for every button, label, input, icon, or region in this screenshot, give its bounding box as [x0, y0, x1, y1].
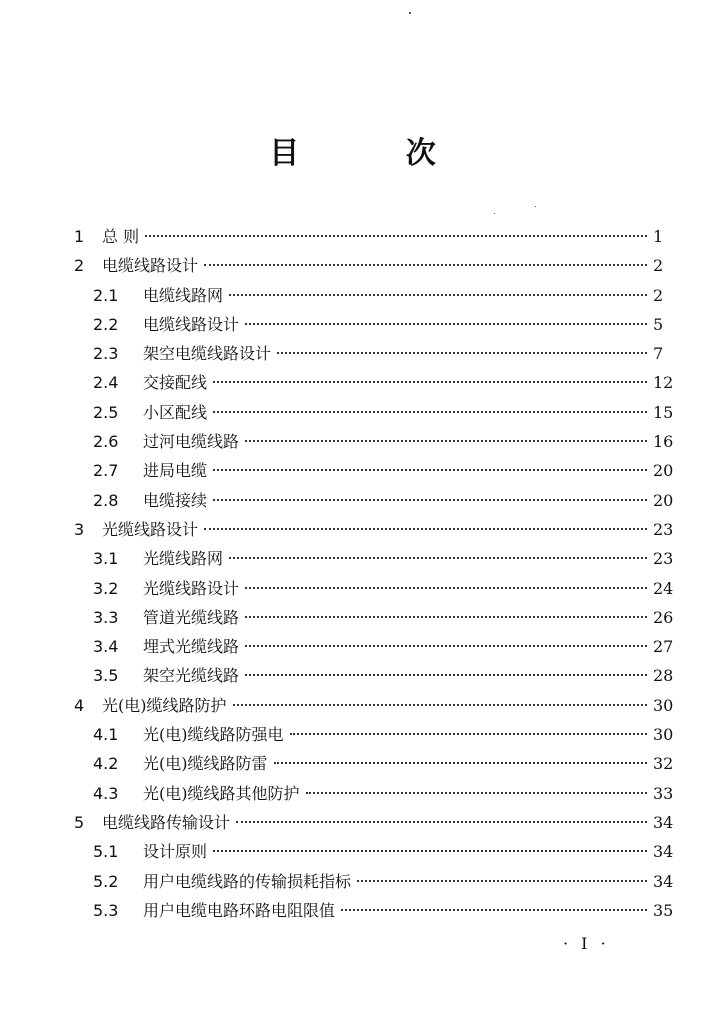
- toc-entry-page: 35: [653, 900, 674, 920]
- toc-entry-title: 交接配线: [143, 373, 208, 393]
- page-number-footer: · I ·: [563, 934, 610, 953]
- table-of-contents: [0, 222, 705, 925]
- toc-entry-number: 2.2: [93, 314, 119, 334]
- toc-entry-page: 2: [653, 285, 664, 305]
- toc-entry-page: 23: [653, 549, 674, 569]
- toc-entry-title: 光缆线路设计: [143, 578, 240, 598]
- toc-entry-title: 进局电缆: [143, 461, 208, 481]
- dot-leader: [245, 587, 647, 589]
- toc-entry-title: 光缆线路设计: [102, 519, 199, 539]
- dot-leader: [357, 880, 647, 882]
- toc-entry-number: 2.8: [93, 490, 119, 510]
- toc-entry: [0, 896, 705, 925]
- toc-entry-number: 5.1: [93, 842, 119, 862]
- toc-entry: [0, 632, 705, 661]
- toc-entry-number: 3.1: [93, 549, 119, 569]
- toc-entry: [0, 339, 705, 368]
- toc-entry-page: 1: [653, 227, 664, 246]
- toc-entry: [0, 368, 705, 397]
- toc-entry: [0, 661, 705, 690]
- toc-entry: [0, 398, 705, 427]
- toc-entry-page: 34: [653, 871, 674, 891]
- dot-leader: [245, 440, 647, 442]
- toc-entry: [0, 691, 705, 720]
- toc-entry-title: 光(电)缆线路防护: [102, 695, 227, 715]
- scan-speck: [535, 206, 536, 207]
- toc-entry-number: 2.7: [93, 461, 119, 481]
- toc-entry-title: 电缆线路设计: [143, 314, 240, 334]
- toc-entry-number: 2: [74, 256, 85, 276]
- toc-entry-number: 2.6: [93, 432, 119, 452]
- dot-leader: [245, 616, 647, 618]
- toc-entry-number: 3: [74, 519, 85, 539]
- toc-entry: [0, 515, 705, 544]
- toc-entry-title: 架空电缆线路设计: [143, 344, 272, 364]
- dot-leader: [204, 264, 647, 266]
- toc-entry: [0, 281, 705, 310]
- toc-entry-title: 光(电)缆线路防雷: [143, 754, 268, 774]
- toc-entry-page: 5: [653, 314, 664, 334]
- toc-entry-number: 5.3: [93, 900, 119, 920]
- toc-entry-title: 设计原则: [143, 842, 208, 862]
- page-title: 目 次: [269, 136, 484, 171]
- toc-entry-title: 光缆线路网: [143, 549, 224, 569]
- toc-entry: [0, 486, 705, 515]
- dot-leader: [213, 381, 647, 383]
- toc-entry-page: 15: [653, 402, 674, 422]
- toc-entry: [0, 867, 705, 896]
- toc-entry-title: 架空光缆线路: [143, 666, 240, 686]
- toc-entry-title: 电缆接续: [143, 490, 208, 510]
- toc-entry-number: 4.2: [93, 754, 119, 774]
- dot-leader: [236, 821, 647, 823]
- scan-speck: [409, 12, 411, 14]
- toc-entry-page: 12: [653, 373, 674, 393]
- toc-entry-number: 5: [74, 812, 85, 832]
- toc-entry-number: 2.1: [93, 285, 119, 305]
- dot-leader: [213, 469, 647, 471]
- dot-leader: [245, 323, 647, 325]
- dot-leader: [233, 704, 648, 706]
- dot-leader: [245, 645, 647, 647]
- dot-leader: [277, 352, 647, 354]
- dot-leader: [341, 909, 647, 911]
- toc-entry: [0, 574, 705, 603]
- toc-entry-page: 27: [653, 637, 674, 657]
- toc-entry: [0, 837, 705, 866]
- toc-entry-page: 7: [653, 344, 664, 364]
- toc-entry-page: 2: [653, 256, 664, 276]
- toc-entry: [0, 603, 705, 632]
- toc-entry-number: 2.4: [93, 373, 119, 393]
- toc-entry-page: 28: [653, 666, 674, 686]
- toc-entry: [0, 749, 705, 778]
- toc-entry-page: 16: [653, 432, 674, 452]
- toc-entry-title: 电缆线路传输设计: [102, 812, 231, 832]
- toc-entry-title: 用户电缆线路的传输损耗指标: [143, 871, 352, 891]
- toc-entry: [0, 251, 705, 280]
- toc-entry-number: 3.5: [93, 666, 119, 686]
- toc-entry-title: 管道光缆线路: [143, 607, 240, 627]
- toc-entry: [0, 456, 705, 485]
- dot-leader: [213, 499, 647, 501]
- toc-entry-page: 26: [653, 607, 674, 627]
- toc-entry-number: 4: [74, 695, 85, 715]
- toc-entry-number: 3.3: [93, 607, 119, 627]
- toc-entry-number: 4.3: [93, 783, 119, 803]
- scan-speck: [494, 213, 495, 214]
- dot-leader: [274, 762, 648, 764]
- toc-entry: [0, 544, 705, 573]
- toc-entry-title: 总 则: [102, 227, 140, 246]
- toc-entry-number: 3.4: [93, 637, 119, 657]
- dot-leader: [229, 294, 647, 296]
- dot-leader: [290, 733, 648, 735]
- toc-entry-title: 埋式光缆线路: [143, 637, 240, 657]
- toc-entry-title: 光(电)缆线路其他防护: [143, 783, 300, 803]
- dot-leader: [245, 674, 647, 676]
- toc-entry-page: 23: [653, 519, 674, 539]
- toc-entry-title: 小区配线: [143, 402, 208, 422]
- toc-entry-number: 5.2: [93, 871, 119, 891]
- toc-entry: [0, 779, 705, 808]
- dot-leader: [213, 411, 647, 413]
- dot-leader: [145, 235, 647, 237]
- dot-leader: [306, 792, 648, 794]
- toc-entry: [0, 427, 705, 456]
- toc-entry-page: 32: [653, 754, 674, 774]
- toc-entry-page: 34: [653, 812, 674, 832]
- toc-entry-title: 电缆线路设计: [102, 256, 199, 276]
- toc-entry-page: 20: [653, 461, 674, 481]
- toc-entry-number: 2.3: [93, 344, 119, 364]
- dot-leader: [213, 850, 647, 852]
- toc-entry-page: 30: [653, 725, 674, 745]
- toc-entry: [0, 222, 705, 251]
- toc-entry: [0, 720, 705, 749]
- toc-entry-number: 2.5: [93, 402, 119, 422]
- toc-entry: [0, 808, 705, 837]
- dot-leader: [204, 528, 647, 530]
- toc-entry-page: 34: [653, 842, 674, 862]
- toc-entry-number: 1: [74, 227, 85, 246]
- toc-entry-title: 电缆线路网: [143, 285, 224, 305]
- toc-entry-number: 3.2: [93, 578, 119, 598]
- toc-entry-title: 过河电缆线路: [143, 432, 240, 452]
- toc-entry: [0, 310, 705, 339]
- toc-entry-page: 30: [653, 695, 674, 715]
- toc-entry-title: 用户电缆电路环路电阻限值: [143, 900, 336, 920]
- toc-entry-page: 24: [653, 578, 674, 598]
- dot-leader: [229, 557, 647, 559]
- toc-entry-title: 光(电)缆线路防强电: [143, 725, 284, 745]
- toc-entry-page: 20: [653, 490, 674, 510]
- toc-entry-page: 33: [653, 783, 674, 803]
- toc-entry-number: 4.1: [93, 725, 119, 745]
